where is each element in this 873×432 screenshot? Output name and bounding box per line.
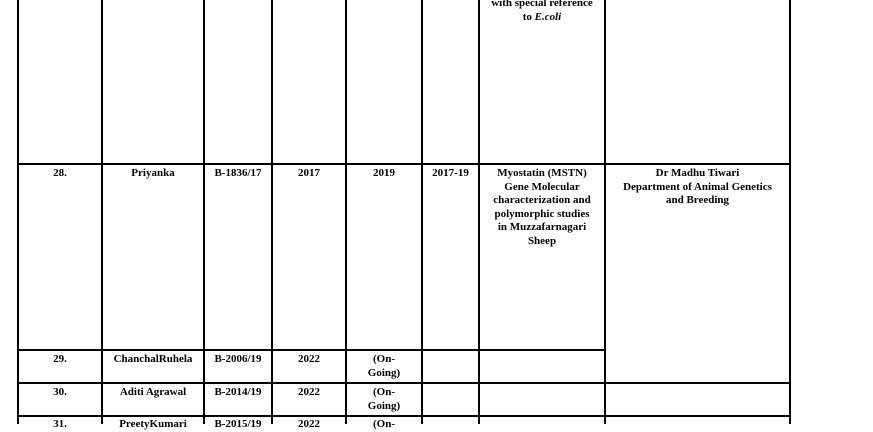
col-border <box>789 0 791 424</box>
admission-year: 2022 <box>298 386 320 398</box>
completion-status: (On- <box>373 418 395 430</box>
thesis-title-continued: with special reference to E.coli <box>491 0 593 23</box>
col-border <box>604 0 606 424</box>
serial-number: 31. <box>53 418 67 430</box>
registration-id: B-2015/19 <box>214 418 262 430</box>
admission-year: 2017 <box>298 167 320 179</box>
student-name: Priyanka <box>131 167 175 179</box>
student-name: ChanchalRuhela <box>113 353 193 365</box>
completion-year: 2019 <box>373 167 395 179</box>
admission-year: 2022 <box>298 418 320 430</box>
row-border <box>17 349 606 351</box>
thesis-title: Myostatin (MSTN) Gene Molecular characterization and polymorphic studies in Muzzafarnagari Sheep <box>493 167 591 247</box>
serial-number: 28. <box>53 167 67 179</box>
registration-id: B-2014/19 <box>214 386 262 398</box>
serial-number: 29. <box>53 353 67 365</box>
serial-number: 30. <box>53 386 67 398</box>
registration-id: B-1836/17 <box>214 167 262 179</box>
admission-year: 2022 <box>298 353 320 365</box>
completion-status: (On- Going) <box>367 386 401 412</box>
registration-id: B-2006/19 <box>214 353 262 365</box>
session: 2017-19 <box>432 167 469 179</box>
student-name: Aditi Agrawal <box>119 386 187 398</box>
row-border <box>17 163 791 165</box>
advisor: Dr Madhu Tiwari Department of Animal Genetics and Breeding <box>623 167 772 206</box>
row-border <box>17 382 791 384</box>
row-border <box>17 415 791 417</box>
col-border <box>421 0 423 424</box>
completion-status: (On- Going) <box>367 353 401 379</box>
student-name: PreetyKumari <box>119 418 187 430</box>
